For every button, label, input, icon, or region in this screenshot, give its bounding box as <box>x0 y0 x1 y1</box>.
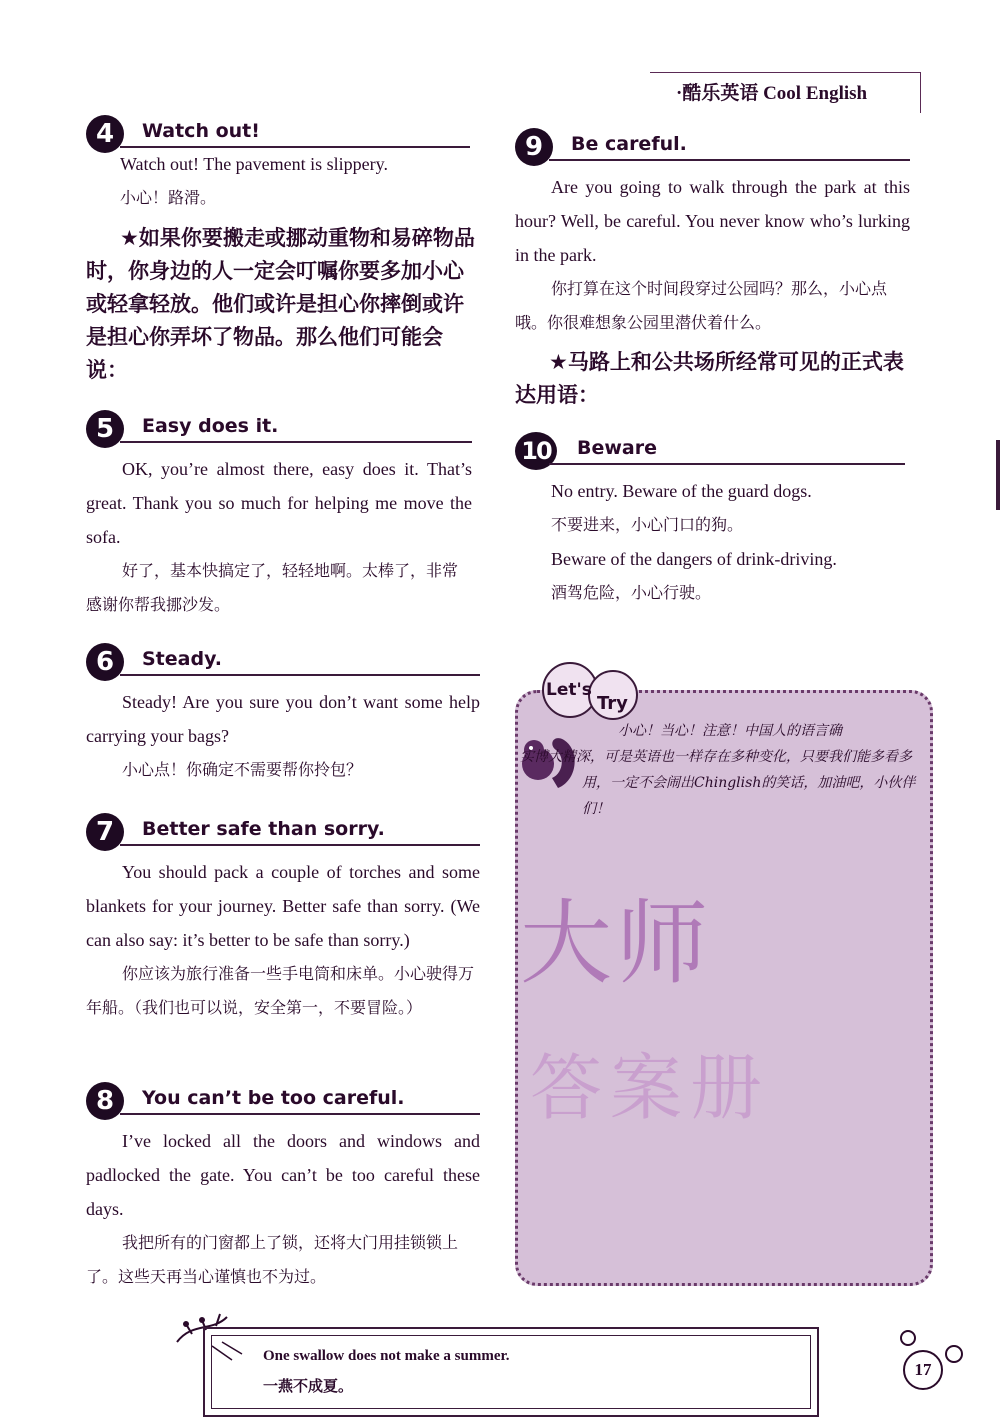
section-title: Better safe than sorry. <box>142 818 385 840</box>
section-7 <box>86 813 480 1025</box>
section-number: 5 <box>86 410 124 448</box>
watermark-text: 大师 <box>520 890 713 997</box>
example-english: I’ve locked all the doors and windows and padlocked the gate. You can’t be too careful these days. <box>86 1131 480 1219</box>
example-chinese: 你应该为旅行准备一些手电筒和床单。小心驶得万年船。（我们也可以说，安全第一，不要冒险。） <box>86 964 475 1017</box>
example-english: Steady! Are you sure you don’t want some help carrying your bags? <box>86 692 480 746</box>
section-8 <box>86 1082 480 1294</box>
section-number: 9 <box>515 128 553 166</box>
note-text: ★马路上和公共场所经常可见的正式表达用语： <box>515 350 904 407</box>
section-title: Beware <box>577 437 657 459</box>
section-4 <box>86 115 470 215</box>
page-edge-tab <box>996 440 1000 510</box>
example-chinese: 小心！路滑。 <box>120 188 217 207</box>
section-header <box>86 410 472 452</box>
proverb-box-inner <box>211 1335 811 1409</box>
example-english: You should pack a couple of torches and some blankets for your journey. Better safe than sorry. (We can also say: it’s better to be safe than sorry.) <box>86 862 480 950</box>
example-chinese: 我把所有的门窗都上了锁，还将大门用挂锁锁上了。这些天再当心谨慎也不为过。 <box>86 1233 459 1286</box>
note-b <box>515 346 913 412</box>
section-title: You can’t be too careful. <box>142 1087 405 1109</box>
section-header <box>86 1082 480 1124</box>
title-underline <box>120 844 480 846</box>
note-text: ★如果你要搬走或挪动重物和易碎物品时，你身边的人一定会叮嘱你要多加小心或轻拿轻放。他们或许是担心你摔倒或许是担心你弄坏了物品。那么他们可能会说： <box>86 226 475 382</box>
example-chinese: 酒驾危险，小心行驶。 <box>551 583 712 602</box>
section-title: Steady. <box>142 648 222 670</box>
section-number: 8 <box>86 1082 124 1120</box>
section-number: 6 <box>86 643 124 681</box>
bubble-icon <box>900 1330 916 1346</box>
bubble-icon <box>945 1345 963 1363</box>
section-9 <box>515 128 910 340</box>
try-label: Try <box>597 693 628 714</box>
section-number: 4 <box>86 115 124 153</box>
lets-try-text-line: 实博大精深，可是英语也一样存在多种变化，只要我们能多看多用，一定不会闹出Chinglish的笑话，加油吧，小伙伴们！ <box>520 749 916 817</box>
example-chinese: 你打算在这个时间段穿过公园吗？那么，小心点哦。你很难想象公园里潜伏着什么。 <box>515 279 888 332</box>
example-chinese: 不要进来，小心门口的狗。 <box>551 515 744 534</box>
section-5 <box>86 410 472 622</box>
lets-try-text-line: 小心！当心！注意！中国人的语言确 <box>618 723 842 739</box>
section-title: Easy does it. <box>142 415 279 437</box>
example-english: Are you going to walk through the park at this hour? Well, be careful. You never know who’s lurking in the park. <box>515 177 910 265</box>
lets-try-text <box>520 718 918 822</box>
section-header <box>86 643 480 685</box>
watermark-text: 答案册 <box>530 1046 771 1130</box>
section-number: 10 <box>515 432 557 470</box>
proverb-english: One swallow does not make a summer. <box>263 1348 510 1364</box>
running-header: ·酷乐英语 Cool English <box>676 83 868 104</box>
title-underline <box>120 1113 480 1115</box>
title-underline <box>549 463 905 465</box>
section-header <box>86 115 470 157</box>
example-chinese: 好了，基本快搞定了，轻轻地啊。太棒了，非常感谢你帮我挪沙发。 <box>86 561 459 614</box>
example-english: Beware of the dangers of drink-driving. <box>551 549 837 569</box>
section-header <box>515 432 905 474</box>
section-10 <box>515 432 905 610</box>
title-underline <box>120 146 470 148</box>
title-underline <box>120 441 472 443</box>
section-header <box>515 128 910 170</box>
example-english: No entry. Beware of the guard dogs. <box>551 481 812 501</box>
section-title: Watch out! <box>142 120 260 142</box>
note-a <box>86 222 478 387</box>
example-chinese: 小心点！你确定不需要帮你拎包？ <box>122 760 363 779</box>
example-english: Watch out! The pavement is slippery. <box>120 154 388 174</box>
title-underline <box>120 674 480 676</box>
title-underline <box>549 159 910 161</box>
section-6 <box>86 643 480 787</box>
page-number: 17 <box>903 1350 943 1390</box>
lets-label: Let's <box>546 680 592 700</box>
section-header <box>86 813 480 855</box>
section-number: 7 <box>86 813 124 851</box>
section-title: Be careful. <box>571 133 687 155</box>
proverb-box <box>203 1327 819 1417</box>
proverb-chinese: 一燕不成夏。 <box>263 1377 354 1395</box>
example-english: OK, you’re almost there, easy does it. That’s great. Thank you so much for helping me move the sofa. <box>86 459 472 547</box>
